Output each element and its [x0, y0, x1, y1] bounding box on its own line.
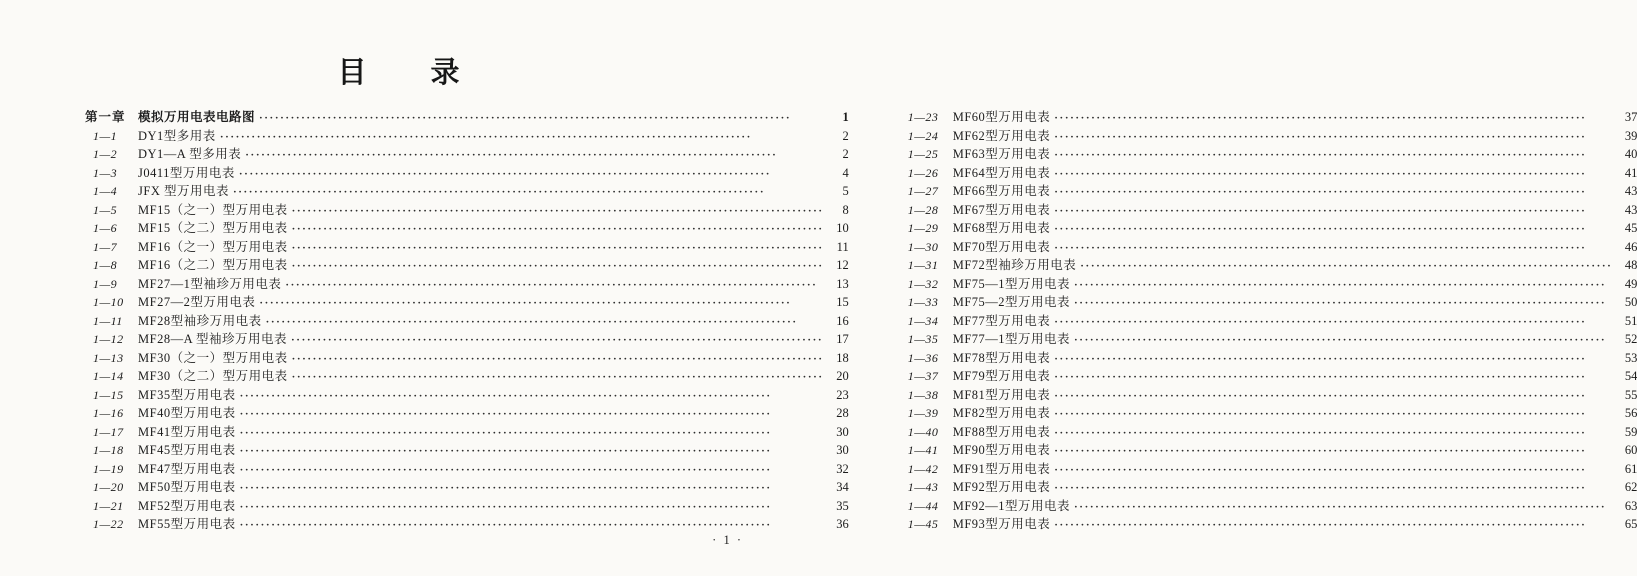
- toc-entry-title: MF62型万用电表: [952, 128, 1051, 143]
- toc-entry-title: MF77型万用电表: [952, 313, 1051, 328]
- toc-entry-number: 1—42: [907, 461, 939, 476]
- dot-leader: [1054, 388, 1612, 406]
- toc-entry: [900, 165, 1637, 184]
- toc-entry-page: 15: [836, 295, 849, 309]
- toc-entry-page: 45: [1624, 221, 1637, 235]
- toc-entry: [85, 257, 849, 276]
- toc-entry-number: 1—43: [907, 480, 939, 494]
- toc-entry: [900, 313, 1637, 332]
- toc-entry-title: MF75—2型万用电表: [952, 295, 1071, 309]
- toc-entry-page: 2: [842, 147, 849, 161]
- toc-entry-title: MF63型万用电表: [952, 147, 1051, 161]
- toc-entry-title: MF15（之二）型万用电表: [138, 221, 288, 235]
- toc-entry-page: 11: [836, 239, 849, 254]
- toc-entry-number: 1—44: [907, 498, 939, 513]
- dot-leader: [1054, 462, 1612, 480]
- toc-entry: [85, 128, 849, 147]
- toc-entry-number: 第一章: [85, 110, 126, 124]
- toc-entry-page: 41: [1624, 165, 1637, 180]
- toc-entry: [900, 368, 1637, 387]
- toc-entry-number: 1—3: [93, 165, 118, 180]
- dot-leader: [240, 499, 824, 517]
- toc-entry-page: 4: [842, 165, 849, 180]
- toc-entry: [900, 146, 1637, 165]
- toc-entry: [85, 405, 849, 424]
- toc-entry-number: 1—32: [907, 276, 939, 291]
- toc-entry-number: 1—10: [93, 295, 124, 309]
- toc-entry-title: MF50型万用电表: [138, 480, 236, 494]
- dot-leader: [240, 406, 824, 424]
- toc-entry-number: 1—36: [907, 350, 939, 365]
- dot-leader: [259, 110, 824, 128]
- toc-entry-number: 1—16: [93, 406, 124, 420]
- toc-entry-number: 1—20: [93, 480, 124, 494]
- toc-entry-title: MF55型万用电表: [138, 517, 236, 531]
- toc-entry-page: 35: [836, 498, 849, 513]
- toc-entry-title: MF68型万用电表: [952, 221, 1051, 235]
- toc-entry-number: 1—28: [907, 202, 939, 217]
- toc-entry-number: 1—22: [93, 517, 124, 531]
- toc-entry-number: 1—31: [907, 258, 939, 272]
- toc-entry-number: 1—21: [93, 498, 124, 513]
- dot-leader: [1054, 425, 1612, 443]
- toc-entry-page: 59: [1624, 424, 1637, 439]
- toc-entry-page: 5: [842, 184, 849, 198]
- dot-leader: [1054, 517, 1612, 535]
- toc-entry-number: 1—6: [93, 221, 118, 235]
- toc-entry-title: 模拟万用电表电路图: [138, 110, 256, 124]
- toc-entry-page: 13: [836, 276, 849, 291]
- dot-leader: [1074, 332, 1612, 350]
- toc-entry-page: 60: [1624, 443, 1637, 457]
- toc-entry-title: MF40型万用电表: [138, 406, 236, 420]
- dot-leader: [1054, 406, 1612, 424]
- dot-leader: [292, 221, 824, 239]
- toc-entry-title: MF52型万用电表: [138, 498, 236, 513]
- toc-entry: [85, 239, 849, 258]
- toc-entry-page: 49: [1624, 276, 1637, 291]
- toc-entry-page: 39: [1624, 128, 1637, 143]
- toc-entry: [900, 128, 1637, 147]
- dot-leader: [1054, 480, 1612, 498]
- toc-entry-title: DY1—A 型多用表: [138, 147, 242, 161]
- toc-entry: [900, 276, 1637, 295]
- toc-entry-title: MF67型万用电表: [952, 202, 1051, 217]
- footer-page-number: · 1 ·: [712, 533, 743, 547]
- toc-entry-page: 17: [836, 332, 849, 346]
- dot-leader: [1054, 351, 1612, 369]
- dot-leader: [1054, 221, 1612, 239]
- toc-entry-page: 50: [1624, 295, 1637, 309]
- toc-entry-page: 30: [836, 424, 849, 439]
- toc-entry-page: 62: [1624, 480, 1637, 494]
- toc-entry-number: 1—39: [907, 406, 939, 420]
- toc-entry-page: 2: [842, 128, 849, 143]
- toc-entry: [900, 183, 1637, 202]
- toc-entry-number: 1—30: [907, 239, 939, 254]
- toc-columns: [85, 109, 1637, 531]
- toc-entry-page: 54: [1624, 369, 1637, 383]
- toc-entry: [85, 220, 849, 239]
- toc-entry: [900, 220, 1637, 239]
- toc-entry: [85, 461, 849, 480]
- toc-entry-number: 1—25: [907, 147, 939, 161]
- toc-entry-number: 1—9: [93, 276, 118, 291]
- toc-entry: [85, 109, 849, 128]
- toc-entry-page: 28: [836, 406, 849, 420]
- toc-entry: [900, 405, 1637, 424]
- toc-entry: [85, 276, 849, 295]
- toc-entry-number: 1—33: [907, 295, 939, 309]
- dot-leader: [291, 332, 824, 350]
- toc-entry-number: 1—7: [93, 239, 118, 254]
- toc-entry: [900, 461, 1637, 480]
- toc-entry: [900, 294, 1637, 313]
- dot-leader: [292, 369, 824, 387]
- toc-entry-title: MF28—A 型袖珍万用电表: [138, 332, 288, 346]
- toc-entry-number: 1—40: [907, 424, 939, 439]
- toc-entry-title: MF90型万用电表: [952, 443, 1051, 457]
- dot-leader: [1054, 166, 1612, 184]
- toc-entry-page: 61: [1624, 461, 1637, 476]
- dot-leader: [240, 517, 824, 535]
- toc-entry: [85, 387, 849, 406]
- toc-entry-title: MF60型万用电表: [952, 110, 1051, 124]
- toc-entry: [85, 331, 849, 350]
- toc-entry-number: 1—12: [93, 332, 124, 346]
- dot-leader: [292, 203, 824, 221]
- toc-entry-number: 1—38: [907, 387, 939, 402]
- toc-entry-title: MF91型万用电表: [952, 461, 1051, 476]
- toc-entry-number: 1—8: [93, 258, 118, 272]
- toc-entry: [900, 387, 1637, 406]
- toc-entry-title: MF88型万用电表: [952, 424, 1051, 439]
- toc-entry-page: 51: [1624, 313, 1637, 328]
- toc-entry-title: J0411型万用电表: [138, 165, 235, 180]
- toc-entry-page: 20: [836, 369, 849, 383]
- toc-entry-number: 1—45: [907, 517, 939, 531]
- toc-entry-page: 65: [1624, 517, 1637, 531]
- toc-column-right: [900, 109, 1637, 531]
- toc-entry: [85, 294, 849, 313]
- dot-leader: [240, 462, 824, 480]
- toc-entry-page: 16: [836, 313, 849, 328]
- toc-entry: [85, 424, 849, 443]
- toc-entry-title: MF16（之一）型万用电表: [138, 239, 288, 254]
- dot-leader: [292, 240, 824, 258]
- dot-leader: [239, 166, 824, 184]
- toc-entry-title: MF27—1型袖珍万用电表: [138, 276, 282, 291]
- dot-leader: [1054, 240, 1612, 258]
- toc-entry: [900, 498, 1637, 517]
- toc-entry-title: MF75—1型万用电表: [952, 276, 1071, 291]
- toc-entry-title: MF30（之一）型万用电表: [138, 350, 288, 365]
- toc-entry-page: 40: [1624, 147, 1637, 161]
- toc-entry: [85, 202, 849, 221]
- toc-entry-number: 1—35: [907, 332, 939, 346]
- toc-entry-page: 34: [836, 480, 849, 494]
- toc-entry: [85, 442, 849, 461]
- toc-entry-title: MF64型万用电表: [952, 165, 1051, 180]
- toc-entry: [900, 479, 1637, 498]
- dot-leader: [292, 351, 824, 369]
- toc-entry-title: MF92型万用电表: [952, 480, 1051, 494]
- toc-entry-title: MF70型万用电表: [952, 239, 1051, 254]
- toc-entry: [85, 165, 849, 184]
- toc-entry-number: 1—4: [93, 184, 118, 198]
- dot-leader: [1054, 203, 1612, 221]
- toc-entry-title: JFX 型万用电表: [138, 184, 229, 198]
- toc-entry: [900, 331, 1637, 350]
- toc-entry: [900, 424, 1637, 443]
- dot-leader: [240, 425, 824, 443]
- toc-entry-page: 43: [1624, 202, 1637, 217]
- dot-leader: [220, 129, 824, 147]
- toc-entry: [900, 239, 1637, 258]
- dot-leader: [240, 443, 824, 461]
- toc-entry-title: MF27—2型万用电表: [138, 295, 256, 309]
- toc-entry-page: 56: [1624, 406, 1637, 420]
- dot-leader: [245, 147, 823, 165]
- toc-entry: [85, 516, 849, 535]
- toc-entry-number: 1—15: [93, 387, 124, 402]
- toc-entry-number: 1—18: [93, 443, 124, 457]
- toc-entry: [900, 350, 1637, 369]
- toc-entry: [85, 146, 849, 165]
- toc-entry-page: 52: [1624, 332, 1637, 346]
- toc-entry-number: 1—5: [93, 202, 118, 217]
- toc-entry-number: 1—26: [907, 165, 939, 180]
- toc-entry-number: 1—23: [907, 110, 939, 124]
- dot-leader: [266, 314, 824, 332]
- dot-leader: [1054, 369, 1612, 387]
- toc-entry-page: 36: [836, 517, 849, 531]
- toc-entry-title: MF82型万用电表: [952, 406, 1051, 420]
- toc-entry: [85, 368, 849, 387]
- dot-leader: [259, 295, 823, 313]
- toc-entry: [85, 313, 849, 332]
- toc-entry-page: 8: [842, 202, 849, 217]
- toc-entry-number: 1—13: [93, 350, 124, 365]
- toc-entry: [900, 202, 1637, 221]
- toc-entry: [900, 442, 1637, 461]
- dot-leader: [1054, 443, 1612, 461]
- toc-entry-title: MF93型万用电表: [952, 517, 1051, 531]
- toc-entry-number: 1—41: [907, 443, 939, 457]
- toc-entry-title: MF81型万用电表: [952, 387, 1051, 402]
- toc-entry-number: 1—37: [907, 369, 939, 383]
- toc-entry-title: MF35型万用电表: [138, 387, 236, 402]
- toc-entry-page: 63: [1624, 498, 1637, 513]
- page-title: 目 录: [337, 57, 462, 89]
- dot-leader: [1054, 184, 1612, 202]
- toc-entry: [85, 479, 849, 498]
- toc-entry-number: 1—19: [93, 461, 124, 476]
- toc-entry-number: 1—2: [93, 147, 118, 161]
- toc-entry-title: MF78型万用电表: [952, 350, 1051, 365]
- toc-entry-title: MF72型袖珍万用电表: [952, 258, 1077, 272]
- toc-column-left: [85, 109, 849, 531]
- dot-leader: [1054, 314, 1612, 332]
- toc-entry-number: 1—29: [907, 221, 939, 235]
- toc-entry-page: 10: [836, 221, 849, 235]
- toc-entry-page: 23: [836, 387, 849, 402]
- toc-entry-page: 55: [1624, 387, 1637, 402]
- toc-entry-number: 1—14: [93, 369, 124, 383]
- toc-entry-title: MF41型万用电表: [138, 424, 236, 439]
- dot-leader: [1074, 499, 1612, 517]
- toc-entry-page: 48: [1624, 258, 1637, 272]
- dot-leader: [1054, 110, 1612, 128]
- toc-entry-title: MF47型万用电表: [138, 461, 236, 476]
- dot-leader: [240, 480, 824, 498]
- toc-entry-title: MF45型万用电表: [138, 443, 236, 457]
- toc-entry-title: MF30（之二）型万用电表: [138, 369, 288, 383]
- toc-entry-title: MF28型袖珍万用电表: [138, 313, 262, 328]
- toc-entry-page: 32: [836, 461, 849, 476]
- toc-entry-title: MF15（之一）型万用电表: [138, 202, 288, 217]
- toc-entry-title: MF77—1型万用电表: [952, 332, 1071, 346]
- toc-entry-number: 1—1: [93, 128, 118, 143]
- toc-entry-title: MF79型万用电表: [952, 369, 1051, 383]
- dot-leader: [240, 388, 824, 406]
- dot-leader: [1054, 147, 1612, 165]
- dot-leader: [233, 184, 824, 202]
- toc-entry-title: MF16（之二）型万用电表: [138, 258, 288, 272]
- toc-entry-page: 12: [836, 258, 849, 272]
- dot-leader: [285, 277, 823, 295]
- toc-entry-page: 46: [1624, 239, 1637, 254]
- dot-leader: [1074, 277, 1612, 295]
- dot-leader: [1074, 295, 1612, 313]
- toc-entry: [900, 516, 1637, 535]
- toc-entry-page: 53: [1624, 350, 1637, 365]
- toc-entry: [900, 109, 1637, 128]
- toc-entry-number: 1—11: [93, 313, 123, 328]
- toc-entry-page: 43: [1624, 184, 1637, 198]
- toc-entry-page: 37: [1624, 110, 1637, 124]
- toc-entry: [900, 257, 1637, 276]
- dot-leader: [1054, 129, 1612, 147]
- toc-entry-title: MF66型万用电表: [952, 184, 1051, 198]
- dot-leader: [292, 258, 824, 276]
- toc-entry-page: 1: [842, 110, 849, 124]
- toc-entry-number: 1—34: [907, 313, 939, 328]
- toc-entry-number: 1—27: [907, 184, 939, 198]
- toc-entry: [85, 350, 849, 369]
- toc-entry-title: MF92—1型万用电表: [952, 498, 1071, 513]
- toc-entry-number: 1—24: [907, 128, 939, 143]
- toc-entry-page: 18: [836, 350, 849, 365]
- toc-entry: [85, 183, 849, 202]
- toc-entry-page: 30: [836, 443, 849, 457]
- dot-leader: [1080, 258, 1612, 276]
- toc-entry-title: DY1型多用表: [138, 128, 216, 143]
- toc-entry: [85, 498, 849, 517]
- toc-entry-number: 1—17: [93, 424, 124, 439]
